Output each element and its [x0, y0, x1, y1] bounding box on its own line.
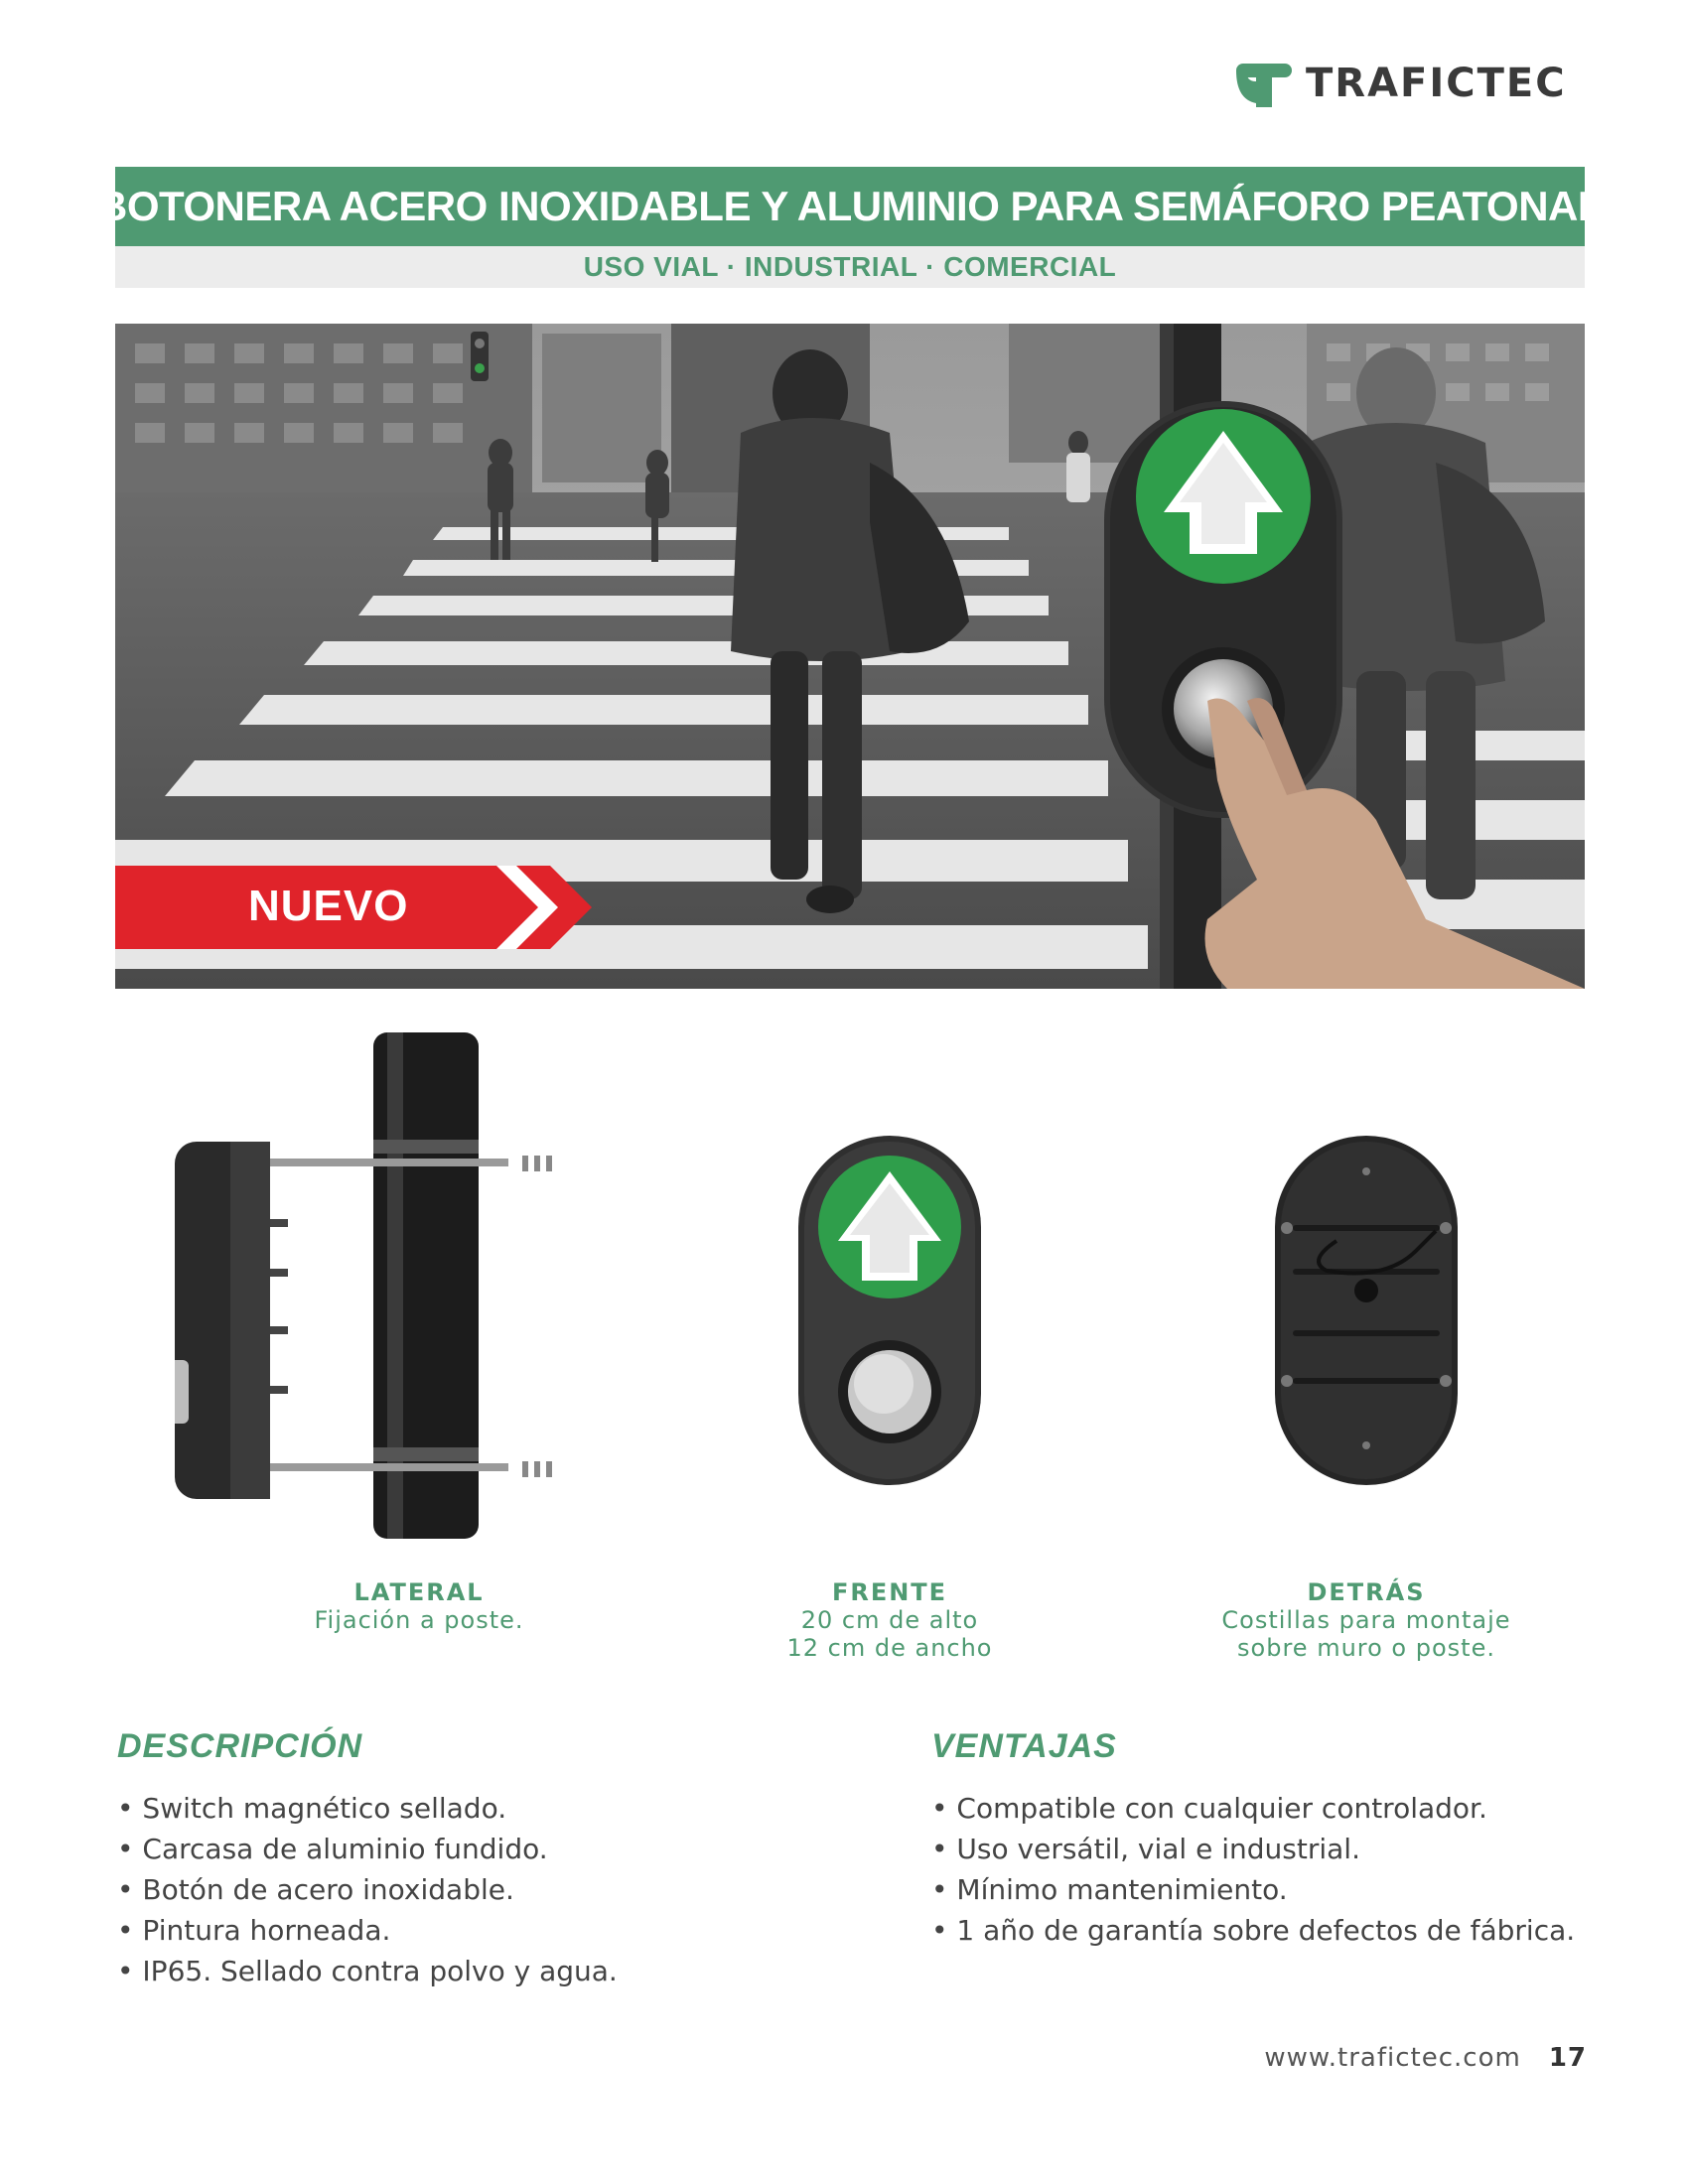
- hero-photo: [115, 324, 1585, 989]
- back-view-image: [1267, 1132, 1466, 1489]
- front-view-caption: [711, 1578, 1068, 1662]
- page-footer: [1264, 2043, 1587, 2073]
- list-item: • Pintura horneada.: [117, 1910, 812, 1951]
- list-item: • Mínimo mantenimiento.: [931, 1869, 1626, 1910]
- trafictec-logo-icon: [1236, 60, 1292, 107]
- list-item: • Uso versátil, vial e industrial.: [931, 1829, 1626, 1869]
- page-subtitle: USO VIAL · INDUSTRIAL · COMERCIAL: [583, 251, 1117, 282]
- back-view-line-2: sobre muro o poste.: [1237, 1634, 1495, 1662]
- page-number: 17: [1548, 2043, 1587, 2073]
- side-view-line: Fijación a poste.: [314, 1606, 524, 1634]
- title-bar: [96, 167, 1604, 246]
- front-view-title: FRENTE: [831, 1578, 948, 1606]
- back-view-line-1: Costillas para montaje: [1221, 1606, 1511, 1634]
- website-link[interactable]: www.trafictec.com: [1264, 2043, 1521, 2073]
- description-list: [117, 1788, 812, 1991]
- brand-name: TRAFICTEC: [1306, 61, 1567, 106]
- advantages-list: [931, 1788, 1626, 1951]
- list-item: • Compatible con cualquier controlador.: [931, 1788, 1626, 1829]
- new-badge-text: NUEVO: [248, 882, 409, 930]
- front-view-image: [790, 1132, 989, 1489]
- list-item: • 1 año de garantía sobre defectos de fábrica.: [931, 1910, 1626, 1951]
- front-view-height: 20 cm de alto: [800, 1606, 979, 1634]
- front-view-width: 12 cm de ancho: [786, 1634, 993, 1662]
- subtitle-bar: [115, 246, 1585, 288]
- list-item: • IP65. Sellado contra polvo y agua.: [117, 1951, 812, 1991]
- product-views: [115, 1023, 1585, 1662]
- list-item: • Switch magnético sellado.: [117, 1788, 812, 1829]
- description-section: [117, 1727, 812, 1991]
- new-badge: [115, 866, 532, 949]
- back-view-title: DETRÁS: [1307, 1578, 1426, 1606]
- side-view-title: LATERAL: [353, 1578, 485, 1606]
- back-view-caption: [1148, 1578, 1585, 1662]
- advantages-section: [931, 1727, 1626, 1951]
- advantages-heading: VENTAJAS: [931, 1727, 1117, 1765]
- list-item: • Carcasa de aluminio fundido.: [117, 1829, 812, 1869]
- list-item: • Botón de acero inoxidable.: [117, 1869, 812, 1910]
- page-title: BOTONERA ACERO INOXIDABLE Y ALUMINIO PARA SEMÁFORO PEATONAL: [96, 183, 1604, 229]
- brand-logo: [1236, 60, 1567, 107]
- side-view-image: [175, 1032, 691, 1549]
- description-heading: DESCRIPCIÓN: [117, 1727, 363, 1765]
- side-view-caption: [240, 1578, 598, 1634]
